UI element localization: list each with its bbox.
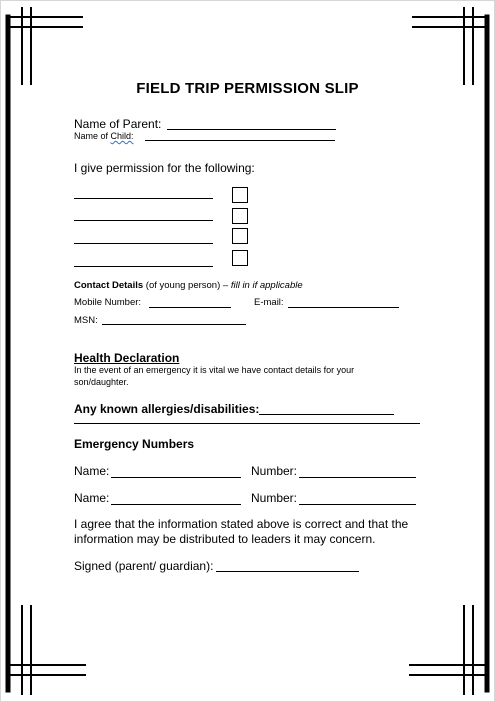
- permission-label: I give permission for the following:: [74, 161, 255, 175]
- contact-details-heading: Contact Details (of young person) – fill in if applicable: [74, 280, 303, 291]
- health-text: In the event of an emergency it is vital we have contact details for your: [74, 365, 355, 375]
- email-field[interactable]: [288, 307, 399, 308]
- agreement-text: I agree that the information stated above is correct and that the: [74, 517, 409, 531]
- mobile-number-label: Mobile Number:: [74, 297, 142, 308]
- emergency-number-label: Number:: [251, 491, 298, 505]
- permission-item-field[interactable]: [74, 198, 213, 199]
- msn-field[interactable]: [102, 324, 246, 325]
- health-text: son/daughter.: [74, 377, 129, 387]
- page-title: FIELD TRIP PERMISSION SLIP: [136, 80, 359, 97]
- allergies-field-line2[interactable]: [74, 423, 420, 424]
- permission-item-field[interactable]: [74, 220, 213, 221]
- signature-field[interactable]: [216, 571, 359, 572]
- child-name-field[interactable]: [145, 140, 335, 141]
- signature-label: Signed (parent/ guardian):: [74, 559, 214, 573]
- allergies-label: Any known allergies/disabilities:: [74, 402, 260, 416]
- emergency-name-field[interactable]: [111, 477, 241, 478]
- emergency-number-label: Number:: [251, 464, 298, 478]
- emergency-number-field[interactable]: [299, 477, 416, 478]
- parent-name-label: Name of Parent:: [74, 117, 162, 131]
- msn-label: MSN:: [74, 315, 98, 326]
- permission-item-field[interactable]: [74, 243, 213, 244]
- emergency-numbers-heading: Emergency Numbers: [74, 437, 195, 451]
- permission-checkbox[interactable]: [232, 250, 248, 266]
- permission-checkbox[interactable]: [232, 228, 248, 244]
- parent-name-field[interactable]: [167, 129, 336, 130]
- permission-item-field[interactable]: [74, 266, 213, 267]
- emergency-number-field[interactable]: [299, 504, 416, 505]
- mobile-number-field[interactable]: [149, 307, 231, 308]
- permission-checkbox[interactable]: [232, 208, 248, 224]
- agreement-text: information may be distributed to leaders it may concern.: [74, 532, 376, 546]
- emergency-name-label: Name:: [74, 464, 110, 478]
- emergency-name-field[interactable]: [111, 504, 241, 505]
- allergies-field[interactable]: [259, 414, 394, 415]
- permission-checkbox[interactable]: [232, 187, 248, 203]
- health-declaration-heading: Health Declaration: [74, 351, 180, 365]
- emergency-name-label: Name:: [74, 491, 110, 505]
- email-label: E-mail:: [254, 297, 284, 308]
- child-name-label: Name of Child:: [74, 131, 134, 141]
